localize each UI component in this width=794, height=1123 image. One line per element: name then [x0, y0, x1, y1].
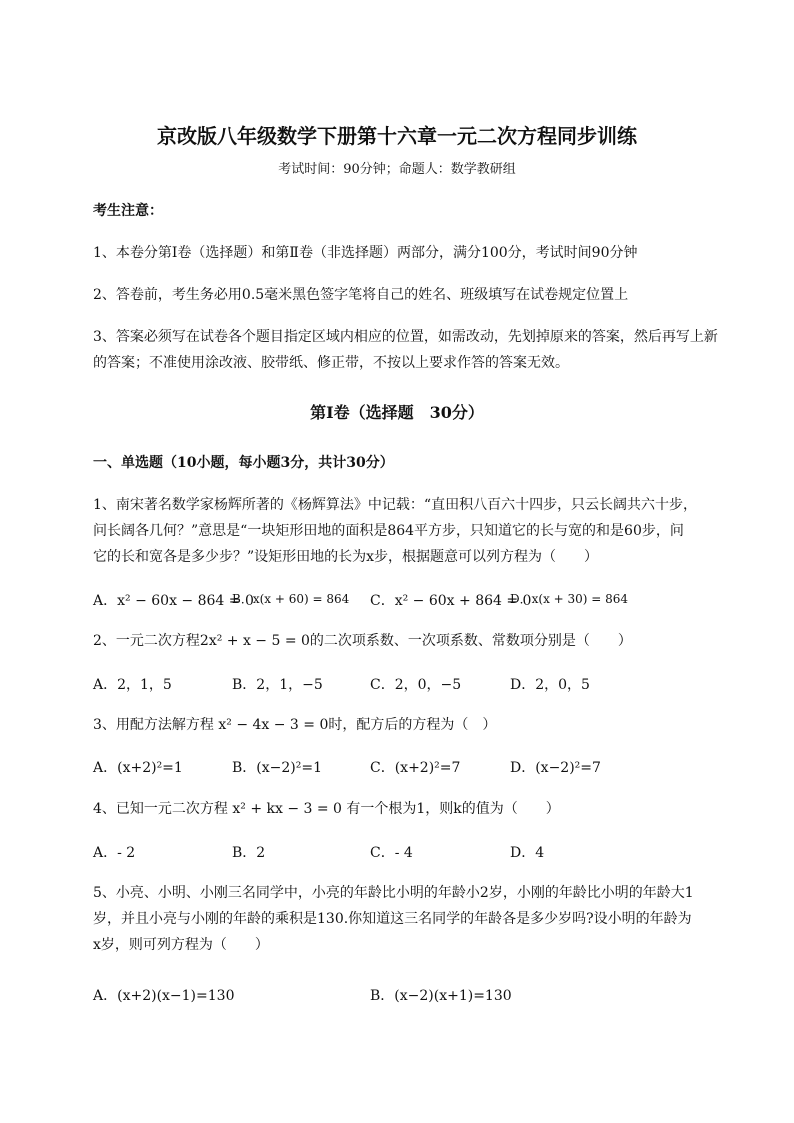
option-c[interactable]: C．2，0，−5	[370, 677, 462, 693]
question-line: 1、南宋著名数学家杨辉所著的《杨辉算法》中记载：“直田积八百六十四步，只云长阔共六十步，	[93, 497, 698, 513]
option-a[interactable]: A．- 2	[93, 845, 136, 861]
page-subtitle: 考试时间：90分钟；命题人：数学教研组	[278, 162, 516, 177]
option-d[interactable]: D．x(x + 30) = 864	[510, 592, 629, 606]
option-b[interactable]: B．2，1，−5	[232, 677, 323, 693]
option-a[interactable]: A．2，1，5	[93, 677, 172, 693]
question-line: 它的长和宽各是多少步？”设矩形田地的长为x步，根据题意可以列方程为（ ）	[93, 549, 599, 565]
option-d[interactable]: D．(x−2)²=7	[510, 760, 601, 776]
notice-item: 3、答案必须写在试卷各个题目指定区域内相应的位置，如需改动，先划掉原来的答案，然后再写上新	[93, 329, 718, 345]
part-title: 一、单选题（10小题，每小题3分，共计30分）	[93, 455, 394, 471]
notice-item: 2、答卷前，考生务必用0.5毫米黑色签字笔将自己的姓名、班级填写在试卷规定位置上	[93, 287, 629, 303]
option-b[interactable]: B．(x−2)²=1	[232, 760, 322, 776]
option-b[interactable]: B．x(x + 60) = 864	[232, 592, 350, 606]
question-line: 5、小亮、小明、小刚三名同学中，小亮的年龄比小明的年龄小2岁，小刚的年龄比小明的年龄大1	[93, 885, 694, 901]
option-a[interactable]: A．(x+2)(x−1)=130	[93, 988, 235, 1004]
question-line: 4、已知一元二次方程 x² + kx − 3 = 0 有一个根为1，则k的值为（ ）	[93, 801, 560, 817]
question-line: 3、用配方法解方程 x² − 4x − 3 = 0时，配方后的方程为（ ）	[93, 717, 497, 733]
option-b[interactable]: B．(x−2)(x+1)=130	[370, 988, 512, 1004]
notice-item: 的答案；不准使用涂改液、胶带纸、修正带，不按以上要求作答的答案无效。	[93, 355, 569, 371]
option-c[interactable]: C．- 4	[370, 845, 413, 861]
section-title: 第Ⅰ卷（选择题 30分）	[310, 403, 484, 422]
question-line: 问长阔各几何？”意思是“一块矩形田地的面积是864平方步，只知道它的长与宽的和是60步，问	[93, 523, 684, 539]
notice-item: 1、本卷分第Ⅰ卷（选择题）和第Ⅱ卷（非选择题）两部分，满分100分，考试时间90分钟	[93, 245, 638, 261]
page-title: 京改版八年级数学下册第十六章一元二次方程同步训练	[157, 124, 637, 148]
option-a[interactable]: A．(x+2)²=1	[93, 760, 183, 776]
question-line: x岁，则可列方程为（ ）	[93, 937, 269, 953]
option-d[interactable]: D．4	[510, 845, 545, 861]
notice-heading: 考生注意：	[93, 203, 163, 219]
option-c[interactable]: C．(x+2)²=7	[370, 760, 461, 776]
option-d[interactable]: D．2，0，5	[510, 677, 590, 693]
option-b[interactable]: B．2	[232, 845, 266, 861]
option-c[interactable]: C．x² − 60x + 864 = 0	[370, 593, 532, 609]
question-line: 岁，并且小亮与小刚的年龄的乘积是130.你知道这三名同学的年龄各是多少岁吗?设小明的年龄为	[93, 911, 692, 927]
question-line: 2、一元二次方程2x² + x − 5 = 0的二次项系数、一次项系数、常数项分别是（ ）	[93, 633, 632, 649]
option-a[interactable]: A．x² − 60x − 864 = 0	[93, 593, 254, 609]
